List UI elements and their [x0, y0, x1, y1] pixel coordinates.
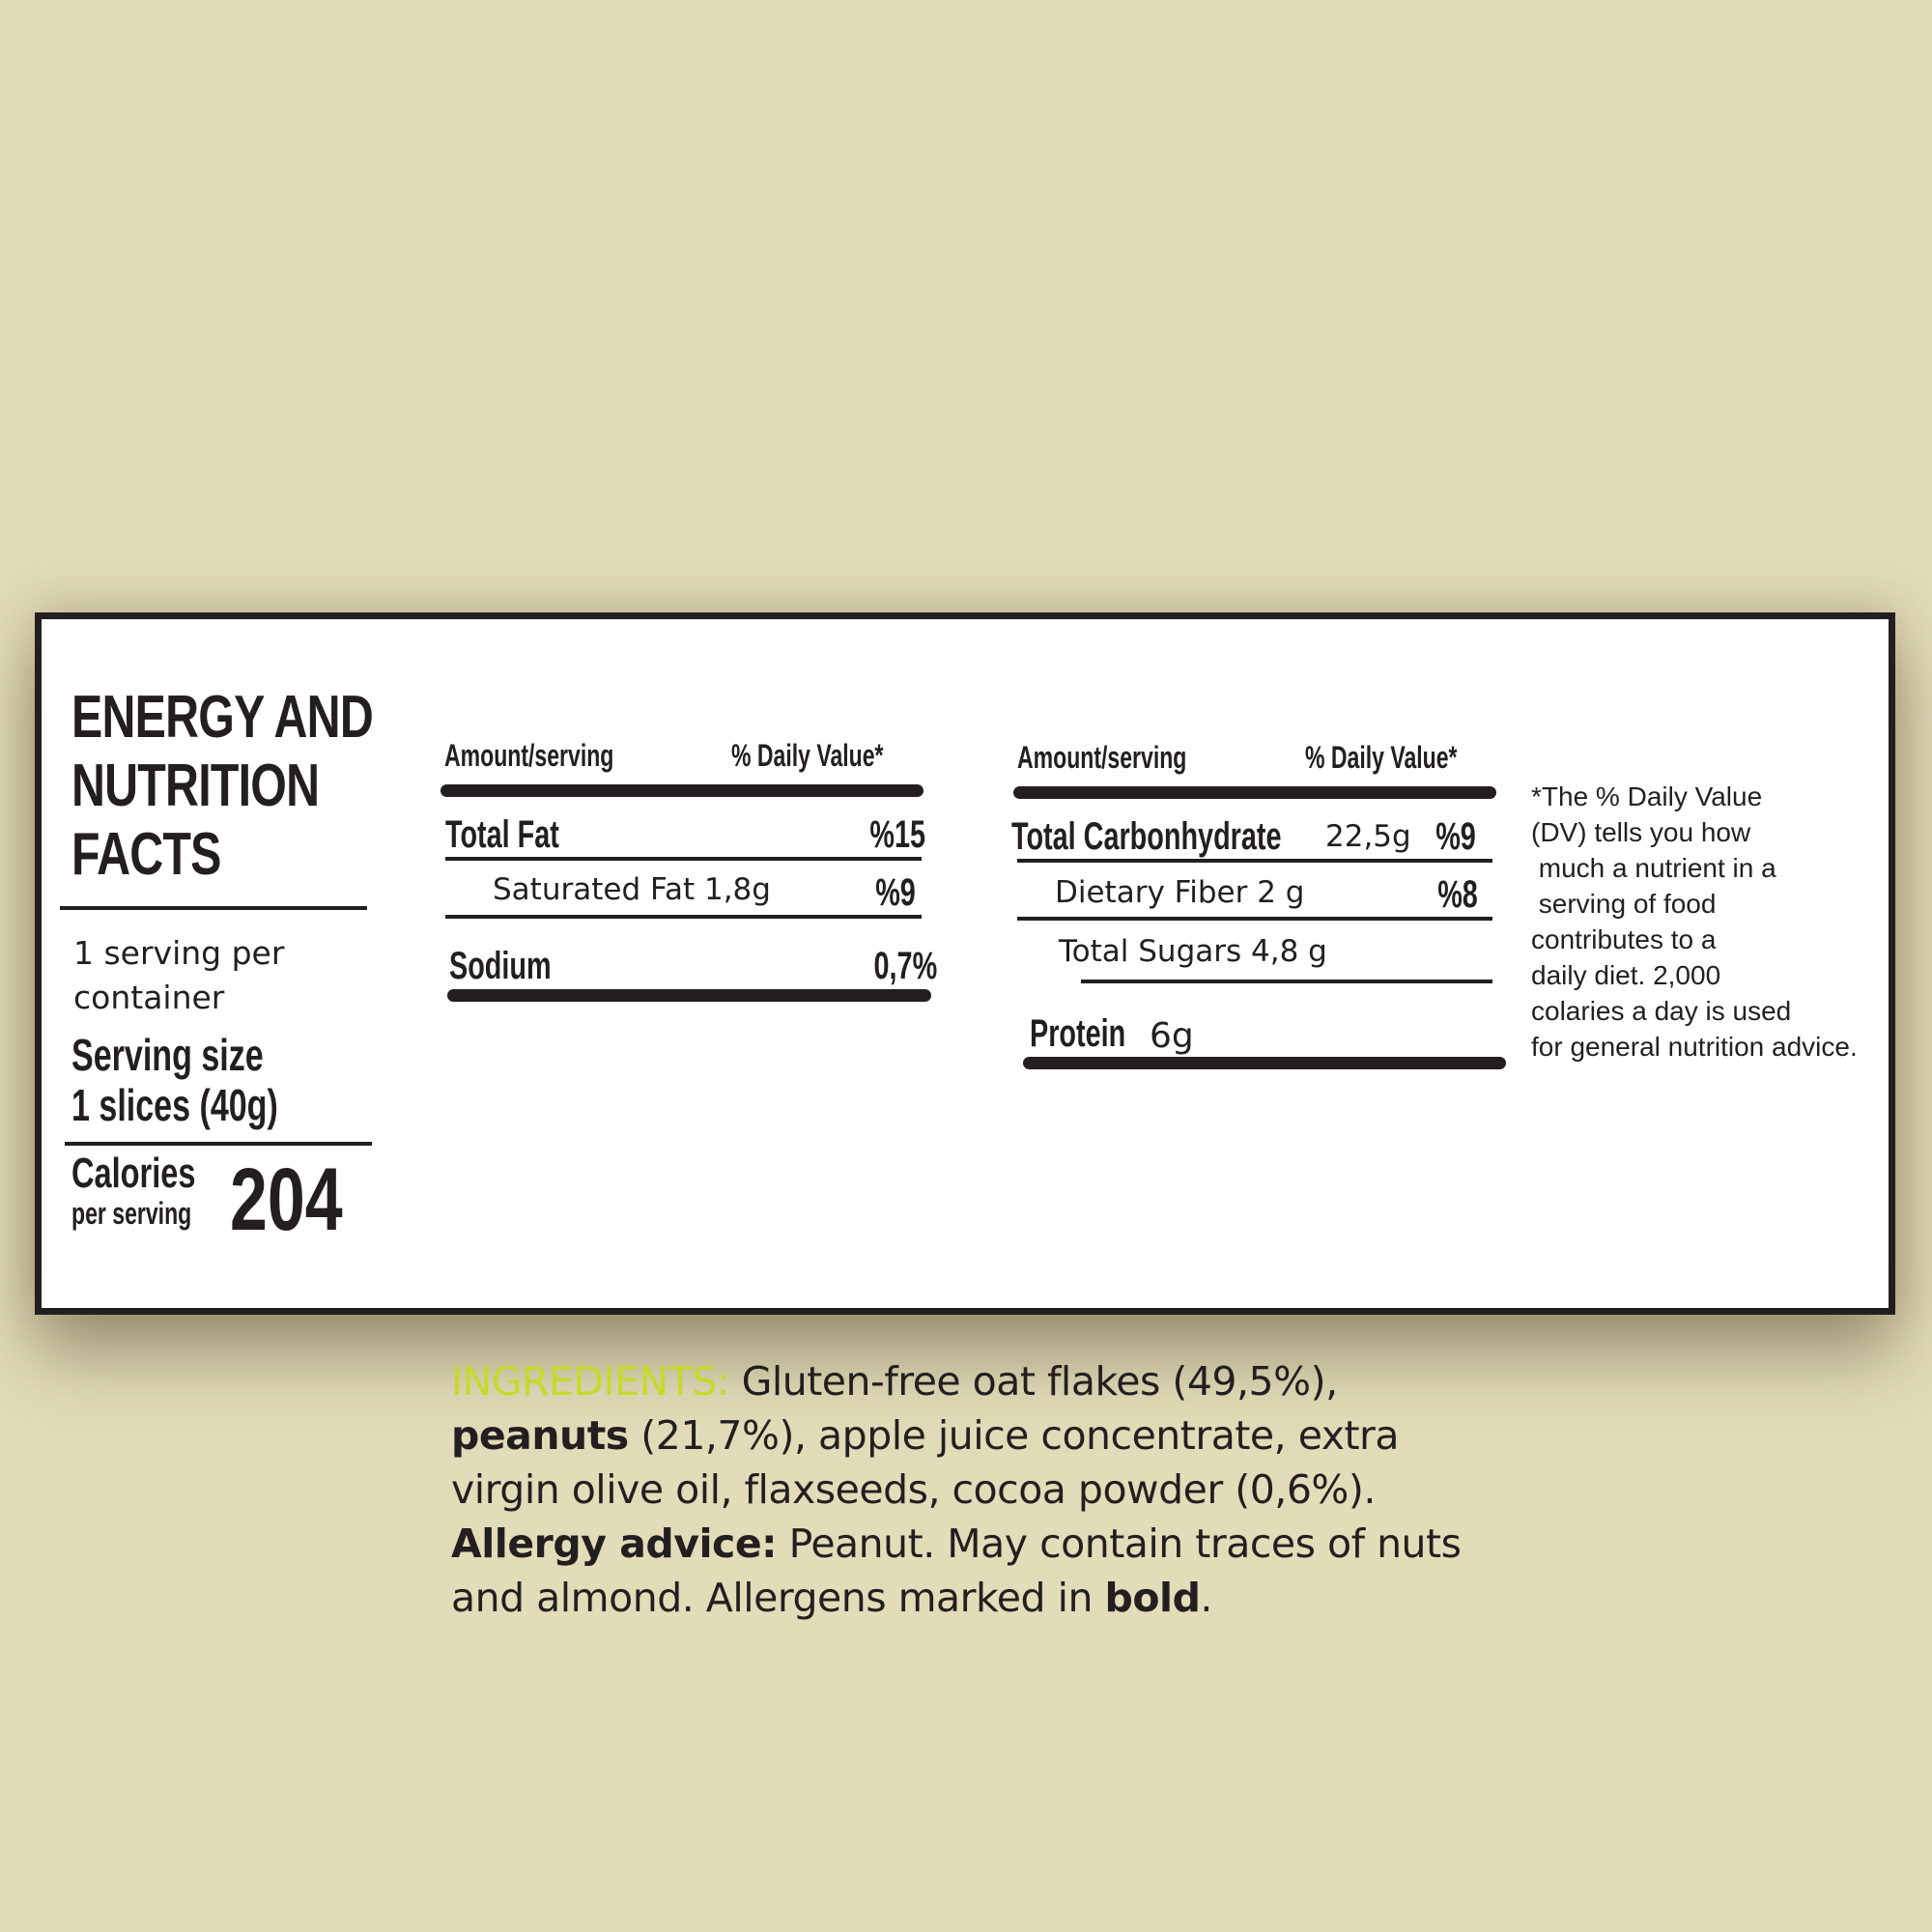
dietary-fiber-dv-wrap	[1422, 873, 1478, 917]
footnote-line-4: serving of food	[1531, 889, 1717, 919]
servings-line-1: 1 serving per	[73, 934, 285, 972]
right-table-bottom-bar	[1023, 1057, 1506, 1069]
divider-total-carb	[1017, 859, 1492, 863]
footnote-line-8: for general nutrition advice.	[1531, 1032, 1858, 1062]
saturated-fat-dv: %9	[875, 871, 916, 914]
divider-dietary-fiber	[1017, 917, 1492, 921]
footnote-line-5: contributes to a	[1531, 924, 1717, 954]
sodium-dv-wrap	[849, 945, 937, 988]
saturated-fat-dv-wrap	[860, 871, 916, 915]
ingredients-block	[451, 1354, 1533, 1625]
allergens-note-line	[451, 1571, 1533, 1625]
calories-value: 204	[230, 1151, 343, 1249]
allergens-note-end: .	[1200, 1575, 1212, 1621]
left-table-header-dv: % Daily Value*	[731, 738, 884, 773]
total-carb-dv: %9	[1435, 815, 1476, 858]
footnote-line-2: (DV) tells you how	[1531, 817, 1751, 847]
ingredients-line-3: virgin olive oil, flaxseeds, cocoa powder (0,6%).	[451, 1466, 1376, 1513]
ingredients-line-1	[451, 1354, 1533, 1408]
calories-value-wrap	[230, 1151, 379, 1249]
title-line-3: FACTS	[71, 821, 221, 888]
allergy-advice-text: Peanut. May contain traces of nuts	[777, 1520, 1462, 1567]
divider-calories	[65, 1142, 372, 1146]
divider-title	[60, 906, 367, 910]
serving-size-value: 1 slices (40g)	[71, 1080, 278, 1130]
left-table-header-amount: Amount/serving	[444, 738, 614, 773]
protein-amount: 6g	[1150, 1016, 1194, 1056]
right-table-header-amount: Amount/serving	[1017, 740, 1187, 775]
right-table-top-bar	[1013, 786, 1496, 799]
allergy-advice-line	[451, 1517, 1533, 1571]
footnote-line-3: much a nutrient in a	[1531, 853, 1776, 883]
dietary-fiber-dv: %8	[1437, 873, 1478, 916]
calories-sublabel-wrap	[71, 1198, 239, 1229]
ingredients-label: INGREDIENTS:	[451, 1358, 730, 1405]
allergy-advice-label: Allergy advice:	[451, 1520, 778, 1567]
calories-sublabel: per serving	[71, 1196, 192, 1231]
total-fat-dv: %15	[869, 813, 925, 856]
allergens-note-text: and almond. Allergens marked in	[451, 1575, 1105, 1621]
sodium-label: Sodium	[449, 945, 552, 987]
total-fat-label: Total Fat	[445, 813, 559, 856]
divider-total-sugars	[1081, 980, 1492, 983]
footnote-line-6: daily diet. 2,000	[1531, 960, 1721, 990]
total-fat-dv-wrap	[848, 813, 925, 857]
calories-label: Calories	[71, 1150, 196, 1197]
row-protein	[1030, 1012, 1163, 1056]
total-sugars-label: Total Sugars 4,8 g	[1059, 934, 1327, 969]
right-table-header-dv-wrap	[1305, 740, 1517, 776]
divider-saturated-fat	[445, 915, 922, 919]
row-total-fat	[445, 813, 604, 857]
left-table-header-dv-wrap	[731, 738, 943, 774]
right-table-header-dv: % Daily Value*	[1305, 740, 1458, 775]
ingredients-text-1: Gluten-free oat flakes (49,5%),	[729, 1358, 1338, 1405]
footnote-line-7: colaries a day is used	[1531, 996, 1792, 1026]
title-line-2: NUTRITION	[71, 753, 320, 819]
left-table-header-amount-wrap	[444, 738, 680, 774]
left-table-bottom-bar	[447, 989, 931, 1002]
daily-value-footnote	[1531, 779, 1858, 1065]
total-carb-label: Total Carbonhydrate	[1011, 815, 1282, 858]
right-table-header-amount-wrap	[1017, 740, 1253, 776]
panel-title	[71, 684, 458, 888]
row-sodium	[449, 945, 591, 988]
divider-total-fat	[445, 857, 922, 861]
calories-block	[71, 1152, 240, 1195]
serving-size-label: Serving size	[71, 1030, 264, 1080]
servings-per-container	[73, 931, 284, 1020]
left-table-top-bar	[440, 784, 923, 797]
total-carb-amount: 22,5g	[1325, 819, 1411, 854]
protein-label: Protein	[1030, 1012, 1126, 1055]
footnote-line-1: *The % Daily Value	[1531, 781, 1763, 811]
servings-line-2: container	[73, 979, 225, 1016]
ingredients-line-2	[451, 1408, 1533, 1463]
total-carb-dv-wrap	[1420, 815, 1476, 859]
serving-size	[71, 1030, 351, 1130]
bold-word: bold	[1104, 1575, 1201, 1621]
saturated-fat-label: Saturated Fat 1,8g	[493, 872, 771, 907]
ingredients-text-2: (21,7%), apple juice concentrate, extra	[628, 1412, 1400, 1459]
title-line-1: ENERGY AND	[71, 684, 373, 751]
sodium-dv: 0,7%	[873, 945, 937, 987]
dietary-fiber-label: Dietary Fiber 2 g	[1055, 875, 1305, 910]
allergen-peanuts: peanuts	[451, 1412, 629, 1459]
